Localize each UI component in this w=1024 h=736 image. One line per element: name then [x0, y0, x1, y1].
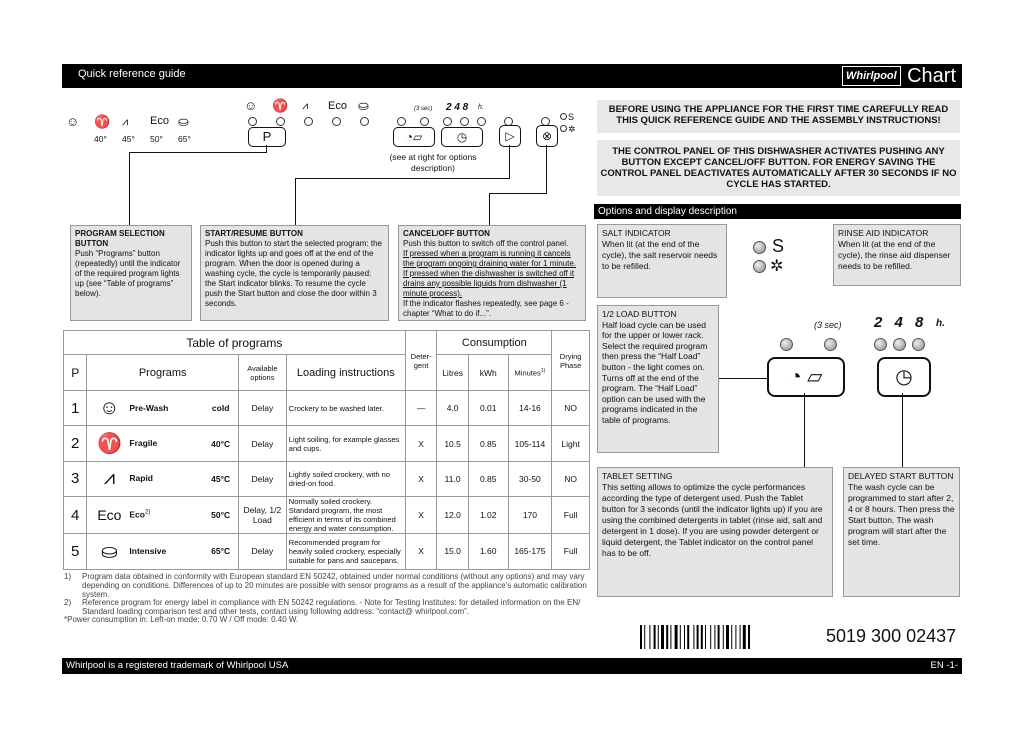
- delay-hours: 2 4 8: [446, 102, 469, 113]
- box-text: If pressed when the dishwasher is switched off it drains any possible liquids from dishwasher (1 minute process).: [403, 269, 575, 298]
- rinse-aid-box: [833, 224, 961, 286]
- row-kwh: 1.60: [468, 534, 508, 569]
- row-temp: 45°C: [203, 461, 238, 496]
- box-title: SALT INDICATOR: [602, 228, 671, 238]
- clock-icon: ◷: [895, 366, 913, 388]
- rapid-icon: ⩘: [103, 467, 116, 490]
- row-litres: 4.0: [437, 391, 469, 426]
- row-detergent: X: [405, 497, 437, 534]
- col-options: Available options: [238, 355, 286, 391]
- glasses-icon: ♈: [96, 433, 122, 456]
- row-options: Delay: [238, 391, 286, 426]
- indicator-led: [360, 117, 369, 126]
- row-program: [87, 426, 203, 461]
- connector-line: [489, 193, 546, 194]
- connector-line: [295, 178, 509, 179]
- barcode-bar: [705, 625, 706, 649]
- delay-button[interactable]: [877, 357, 931, 397]
- rapid-icon: ⩘: [302, 100, 309, 112]
- rinse-indicator-led: [753, 260, 766, 273]
- connector-line: [266, 145, 267, 153]
- control-panel-notice: THE CONTROL PANEL OF THIS DISHWASHER ACTIVATES PUSHING ANY BUTTON EXCEPT CANCEL/OFF BUTTON. FOR ENERGY SAVING THE CONTROL PANEL DEACTIVATES AUTOMATICALLY AFTER 30 SECONDS IF NO CYCLE HAS STARTED.: [597, 140, 960, 196]
- col-drying: Drying Phase: [552, 331, 590, 391]
- barcode-bar: [640, 625, 642, 649]
- delayed-start-box: [843, 467, 960, 597]
- indicator-led: [332, 117, 341, 126]
- three-sec-label: (3 sec): [814, 320, 842, 330]
- box-text: Push “Programs” button (repeatedly) until the indicator of the required program lights up (see “Table of programs” below).: [75, 249, 181, 298]
- row-minutes: 30-50: [508, 461, 552, 496]
- row-loading: Crockery to be washed later.: [286, 391, 405, 426]
- row-drying: NO: [552, 391, 590, 426]
- connector-line: [902, 393, 903, 467]
- barcode-bar: [654, 625, 656, 649]
- row-p: 5: [64, 534, 87, 569]
- barcode-bar: [670, 625, 671, 649]
- barcode-bar: [687, 625, 689, 649]
- half-load-tablet-button[interactable]: [767, 357, 845, 397]
- box-title: TABLET SETTING: [602, 471, 673, 481]
- eco-icon: Eco: [328, 100, 347, 112]
- row-drying: Full: [552, 534, 590, 569]
- row-minutes: 170: [508, 497, 552, 534]
- half-load-tablet-button[interactable]: [393, 127, 435, 147]
- program-name: Fragile: [129, 437, 158, 448]
- row-temp: 50°C: [203, 497, 238, 534]
- row-drying: Full: [552, 497, 590, 534]
- row-detergent: X: [405, 534, 437, 569]
- row-detergent: X: [405, 426, 437, 461]
- row-litres: 15.0: [437, 534, 469, 569]
- pot-icon: ⛀: [101, 540, 118, 563]
- barcode-bar: [693, 625, 694, 649]
- start-button[interactable]: [499, 125, 521, 147]
- half-load-led: [397, 117, 406, 126]
- row-loading: Lightly soiled crockery, with no dried-on food.: [286, 461, 405, 496]
- half-load-icon: ◔ ▱: [789, 366, 823, 388]
- barcode-bar: [675, 625, 678, 649]
- barcode-bar: [710, 625, 711, 649]
- delay-button[interactable]: [441, 127, 483, 147]
- box-text: When lit (at the end of the cycle), the salt reservoir needs to be refilled.: [602, 239, 718, 271]
- connector-line: [719, 378, 767, 379]
- box-text: If the indicator flashes repeatedly, see page 6 - chapter “What to do if...”.: [403, 299, 569, 318]
- rinse-aid-icon: ✲: [568, 124, 576, 134]
- delay-h: h.: [478, 104, 484, 111]
- pot-icon: ⛀: [178, 114, 189, 129]
- table-title: Table of programs: [64, 331, 406, 355]
- table-row: [64, 497, 590, 534]
- row-p: 1: [64, 391, 87, 426]
- play-icon: ▷: [505, 129, 515, 143]
- row-program: [87, 391, 203, 426]
- barcode-bar: [701, 625, 703, 649]
- salt-indicator-box: [597, 224, 727, 298]
- program-button[interactable]: P: [248, 127, 286, 147]
- delay-h: h.: [936, 318, 945, 329]
- col-detergent: Deter-gent: [405, 331, 437, 391]
- row-temp: 65°C: [203, 534, 238, 569]
- delay-4h-led: [893, 338, 906, 351]
- temp-45: 45°: [122, 134, 135, 144]
- row-program: [87, 461, 203, 496]
- barcode-bar: [684, 625, 685, 649]
- options-section-title: Options and display description: [594, 204, 961, 219]
- box-text: The wash cycle can be programmed to start after 2, 4 or 8 hours. Then press the Start button. The wash program will start after the set time.: [848, 482, 955, 547]
- smile-icon: ☺: [99, 396, 120, 419]
- program-name: Pre-Wash: [129, 402, 169, 413]
- rinse-aid-icon: ✲: [770, 258, 784, 275]
- program-sup: 2): [144, 509, 151, 516]
- barcode-bar: [658, 625, 659, 649]
- half-load-icon: ◔▱: [405, 130, 423, 144]
- connector-line: [295, 178, 296, 226]
- row-litres: 10.5: [437, 426, 469, 461]
- col-litres: Litres: [437, 355, 469, 391]
- start-resume-box: [200, 225, 389, 321]
- temp-65: 65°: [178, 134, 191, 144]
- salt-led: [560, 113, 567, 120]
- indicator-led: [276, 117, 285, 126]
- salt-indicator-led: [753, 241, 766, 254]
- box-title: RINSE AID INDICATOR: [838, 228, 929, 238]
- barcode-bar: [748, 625, 750, 649]
- rapid-icon: ⩘: [122, 116, 129, 128]
- delay-4h-led: [460, 117, 469, 126]
- box-text: Half load cycle can be used for the upper or lower rack. Select the required program then press the “Half Load” button - the light comes on. Turns off at the end of the program. The “Half Load” option can be used with the programs indicated in the table of programs.: [602, 319, 708, 425]
- minutes-sup: 1): [540, 367, 546, 374]
- header-title: Quick reference guide: [78, 68, 186, 80]
- row-options: Delay, 1/2 Load: [238, 497, 286, 534]
- box-title: 1/2 LOAD BUTTON: [602, 309, 677, 319]
- row-drying: NO: [552, 461, 590, 496]
- box-text: When lit (at the end of the cycle), the rinse aid dispenser needs to be refilled.: [838, 239, 951, 271]
- box-title: START/RESUME BUTTON: [205, 229, 303, 238]
- indicator-led: [304, 117, 313, 126]
- half-load-led: [780, 338, 793, 351]
- box-text: If pressed when a program is running it cancels the program ongoing draining water for 1 minute.: [403, 249, 576, 268]
- minutes-label: Minutes: [514, 368, 541, 378]
- barcode-bar: [666, 625, 668, 649]
- program-name: Rapid: [129, 473, 154, 484]
- row-p: 2: [64, 426, 87, 461]
- connector-line: [804, 393, 805, 467]
- barcode: [640, 625, 792, 649]
- barcode-number: 5019 300 02437: [826, 626, 957, 646]
- row-litres: 12.0: [437, 497, 469, 534]
- connector-line: [129, 152, 130, 226]
- col-kwh: kWh: [468, 355, 508, 391]
- tablet-led: [420, 117, 429, 126]
- row-loading: Recommended program for heavily soiled crockery, especially suitable for pans and saucepans.: [286, 534, 405, 569]
- footer-bar: [62, 658, 962, 674]
- barcode-bar: [714, 625, 715, 649]
- row-kwh: 1.02: [468, 497, 508, 534]
- barcode-bar: [743, 625, 746, 649]
- row-minutes: 14-16: [508, 391, 552, 426]
- row-temp: cold: [203, 391, 238, 426]
- row-p: 4: [64, 497, 87, 534]
- barcode-bar: [735, 625, 736, 649]
- barcode-bar: [740, 625, 741, 649]
- barcode-bar: [718, 625, 720, 649]
- barcode-bar: [680, 625, 681, 649]
- program-name: Intensive: [129, 545, 167, 556]
- row-program: [87, 497, 203, 534]
- col-minutes: [508, 355, 552, 391]
- footnote-1: Program data obtained in conformity with European standard EN 50242, obtained under normal conditions (without any options) and may vary depending on conditions. Differences of up to 20 minutes are possible with sensor programs as a result of the appliance's automatic calibration system.: [82, 572, 587, 599]
- header-bar: [62, 64, 962, 88]
- program-indicator-icons: [244, 98, 384, 118]
- connector-line: [489, 193, 490, 226]
- tablet-setting-box: [597, 467, 833, 597]
- connector-line: [129, 152, 266, 153]
- smile-icon: ☺: [66, 114, 80, 129]
- box-title: CANCEL/OFF BUTTON: [403, 229, 490, 238]
- salt-icon: S: [772, 236, 785, 256]
- row-kwh: 0.01: [468, 391, 508, 426]
- row-litres: 11.0: [437, 461, 469, 496]
- delay-2h-led: [874, 338, 887, 351]
- delay-8h-led: [912, 338, 925, 351]
- three-sec-label: (3 sec): [414, 106, 433, 112]
- row-detergent: X: [405, 461, 437, 496]
- eco-icon: Eco: [150, 115, 169, 127]
- table-row: [64, 391, 590, 426]
- delay-2h-led: [443, 117, 452, 126]
- connector-line: [509, 145, 510, 179]
- page-number: EN -1-: [930, 660, 958, 671]
- footnote-num: 1): [64, 572, 72, 581]
- trademark-note: Whirlpool is a registered trademark of Whirlpool USA: [66, 660, 289, 671]
- row-options: Delay: [238, 534, 286, 569]
- barcode-bar: [697, 625, 699, 649]
- box-text: This setting allows to optimize the cycle performances according the type of detergent used. Push the Tablet button for 3 seconds (until the indicator lights up) if you are using the combined detergents in tablet (rinse aid, salt and detergent in 1 dose). If you are using powder detergent or liquid detergent, the Tablet indicator on the control panel has to be off.: [602, 482, 823, 558]
- row-program: [87, 534, 203, 569]
- glasses-icon: ♈: [272, 98, 289, 113]
- row-loading: Light soiling, for example glasses and cups.: [286, 426, 405, 461]
- connector-line: [546, 145, 547, 194]
- box-text: Push this button to switch off the control panel.: [403, 239, 569, 248]
- indicator-led: [248, 117, 257, 126]
- row-p: 3: [64, 461, 87, 496]
- row-detergent: —: [405, 391, 437, 426]
- first-use-notice: BEFORE USING THE APPLIANCE FOR THE FIRST TIME CAREFULLY READ THIS QUICK REFERENCE GUIDE AND THE ASSEMBLY INSTRUCTIONS!: [597, 100, 960, 133]
- box-title: DELAYED START BUTTON: [848, 471, 954, 481]
- table-row: [64, 426, 590, 461]
- delay-hours: 2 4 8: [874, 314, 928, 331]
- barcode-bar: [726, 625, 729, 649]
- box-text: Push this button to start the selected program: the indicator lights up and goes off at the end of the program. When the door is opened during a washing cycle, the cycle is temporarily paused: the Start indicator blinks. To resume the cycle push the Start button and close the door within 3 seconds.: [205, 239, 382, 308]
- cancel-off-box: [398, 225, 586, 321]
- footnote-num: 2): [64, 598, 72, 607]
- table-row: [64, 461, 590, 496]
- row-kwh: 0.85: [468, 426, 508, 461]
- see-right-note: (see at right for options description): [389, 152, 477, 173]
- pot-icon: ⛀: [358, 98, 369, 113]
- doc-type: Chart: [907, 65, 956, 87]
- row-drying: Light: [552, 426, 590, 461]
- eco-icon: Eco: [97, 507, 122, 524]
- col-loading: Loading instructions: [286, 355, 405, 391]
- row-minutes: 165-175: [508, 534, 552, 569]
- temp-50: 50°: [150, 134, 163, 144]
- col-consumption: Consumption: [437, 331, 552, 355]
- barcode-bar: [644, 625, 645, 649]
- col-p: P: [64, 355, 87, 391]
- program-selection-box: [70, 225, 192, 321]
- row-options: Delay: [238, 461, 286, 496]
- program-name: Eco: [129, 509, 145, 520]
- row-kwh: 0.85: [468, 461, 508, 496]
- cancel-button[interactable]: [536, 125, 558, 147]
- barcode-bar: [649, 625, 650, 649]
- table-row: [64, 534, 590, 569]
- glasses-icon: ♈: [94, 114, 111, 129]
- power-note: *Power consumption in: Left-on mode: 0.70 W / Off mode: 0.40 W.: [64, 615, 299, 624]
- clock-icon: ◷: [456, 130, 468, 144]
- half-load-box: [597, 305, 719, 453]
- delay-8h-led: [477, 117, 486, 126]
- rinse-led: [560, 125, 567, 132]
- cancel-icon: ⊗: [541, 129, 553, 143]
- program-table: [63, 330, 590, 570]
- smile-icon: ☺: [244, 98, 258, 113]
- barcode-bar: [723, 625, 724, 649]
- temp-40: 40°: [94, 134, 107, 144]
- salt-icon: S: [568, 112, 575, 122]
- row-options: Delay: [238, 426, 286, 461]
- footnote-2: Reference program for energy label in compliance with EN 50242 regulations. - Note for Testing Institutes: for detailed information on the EN/ Standard loading comparison test and other tests, contact using following address: “contact@ whirlpool.com”.: [82, 598, 581, 616]
- program-rows: [64, 391, 590, 570]
- box-title: PROGRAM SELECTION BUTTON: [75, 229, 165, 248]
- whirlpool-logo: Whirlpool: [842, 66, 901, 86]
- tablet-led: [824, 338, 837, 351]
- barcode-bar: [731, 625, 732, 649]
- barcode-bar: [661, 625, 664, 649]
- row-loading: Normally soiled crockery. Standard program, the most efficient in terms of its combined energy and water consumption.: [286, 497, 405, 534]
- row-minutes: 105-114: [508, 426, 552, 461]
- col-programs: Programs: [87, 355, 239, 391]
- row-temp: 40°C: [203, 426, 238, 461]
